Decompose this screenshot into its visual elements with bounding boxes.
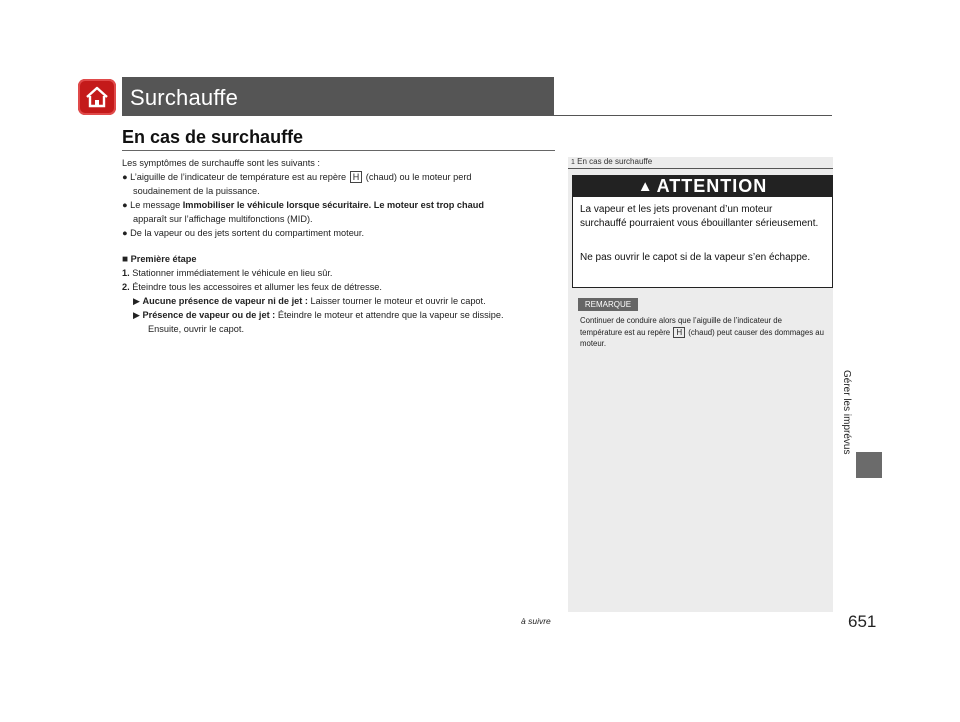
bullet-3: ● De la vapeur ou des jets sortent du compartiment moteur. [122,228,365,238]
reference-icon: 1 [571,159,575,166]
step-2-option-1: ▶ Aucune présence de vapeur ni de jet : Laisser tourner le moteur et ouvrir le capot. [133,296,486,306]
chapter-title-bar [122,77,554,115]
mid-message: Immobiliser le véhicule lorsque sécuritaire. Le moteur est trop chaud [182,200,484,210]
warning-paragraph-2: Ne pas ouvrir le capot si de la vapeur s’en échappe. [580,252,811,263]
hot-mark-key: H [350,171,363,183]
warning-header [572,175,833,197]
chapter-tab[interactable] [856,452,882,478]
warning-title: ATTENTION [656,175,768,196]
bullet-dot: ● [122,172,128,182]
side-notes-divider [568,168,833,169]
warning-triangle-icon: ▲ [637,177,654,195]
square-bullet-icon: ■ [122,254,129,265]
chapter-tab-label: Gérer les imprévus [841,370,852,455]
step-1: 1. Stationner immédiatement le véhicule en lieu sûr. [122,268,333,278]
header-divider [122,115,832,116]
hot-mark-key: H [673,327,685,338]
section-divider [122,150,555,151]
page-number: 651 [848,612,877,631]
remark-badge: REMARQUE [578,298,638,311]
continued-note: à suivre [521,616,551,626]
step-2-option-2: ▶ Présence de vapeur ou de jet : Éteindre le moteur et attendre que la vapeur se dissipe. [133,310,504,320]
warning-paragraph-1: La vapeur et les jets provenant d’un moteur surchauffé pourraient vous ébouillanter sérieusement. [580,204,819,229]
home-button[interactable] [78,79,116,115]
bullet-dot: ● [122,200,128,210]
side-notes-heading: 1 En cas de surchauffe [571,157,653,166]
bullet-2-continued: apparaît sur l’affichage multifonctions (MID). [133,214,313,224]
step-2-option-2-continued: Ensuite, ouvrir le capot. [148,324,245,334]
arrow-right-icon: ▶ [133,296,140,306]
bullet-1-continued: soudainement de la puissance. [133,186,260,196]
intro-text: Les symptômes de surchauffe sont les suivants : [122,158,320,168]
home-icon [84,85,110,109]
bullet-2: ● Le message Immobiliser le véhicule lorsque sécuritaire. Le moteur est trop chaud [122,200,484,210]
step-heading: ■ Première étape [122,254,197,265]
bullet-1: ● L’aiguille de l’indicateur de température est au repère H (chaud) ou le moteur perd [122,172,472,182]
section-title: En cas de surchauffe [122,127,304,147]
step-2: 2. Éteindre tous les accessoires et allumer les feux de détresse. [122,282,382,292]
chapter-title: Surchauffe [130,85,239,110]
bullet-dot: ● [122,228,128,238]
arrow-right-icon: ▶ [133,310,140,320]
remark-text: Continuer de conduire alors que l’aiguille de l’indicateur de température est au repère H (chaud) peut causer des dommages au moteur. [580,316,824,348]
